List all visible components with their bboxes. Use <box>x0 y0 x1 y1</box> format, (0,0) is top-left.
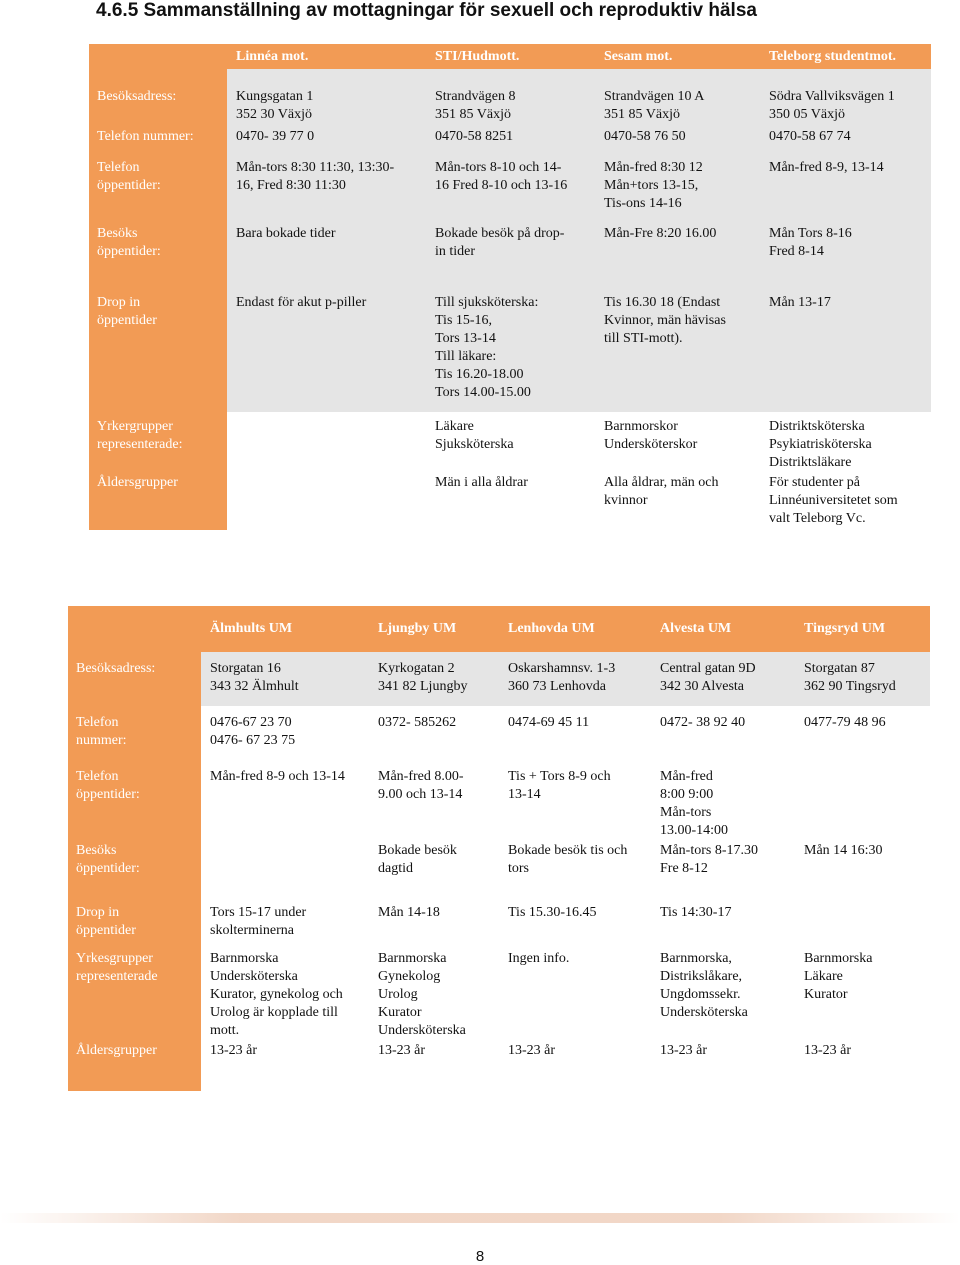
clinics-table-regional <box>68 606 930 1091</box>
column-header: Linnéa mot. <box>227 44 426 69</box>
table-cell: Endast för akut p-piller <box>227 282 426 412</box>
table-cell: Tis + Tors 8-9 och 13-14 <box>499 760 651 840</box>
table-cell: Mån-fred 8-9 och 13-14 <box>201 760 369 840</box>
table-cell: Tors 15-17 under skolterminerna <box>201 894 369 944</box>
table-cell: 0476-67 23 70 0476- 67 23 75 <box>201 706 369 760</box>
table-cell: Läkare Sjuksköterska <box>426 412 595 472</box>
table-cell: Bara bokade tider <box>227 222 426 282</box>
table-cell: Kungsgatan 1 352 30 Växjö <box>227 69 426 124</box>
table-row <box>68 760 930 840</box>
table-row <box>89 149 931 222</box>
table-cell: Barnmorska Gynekolog Urolog Kurator Undersköterska <box>369 944 499 1040</box>
table-cell: Mån-tors 8:30 11:30, 13:30- 16, Fred 8:30 11:30 <box>227 149 426 222</box>
table-cell: Central gatan 9D 342 30 Alvesta <box>651 652 795 706</box>
table-cell: 0472- 38 92 40 <box>651 706 795 760</box>
table-cell <box>227 412 426 472</box>
column-header: STI/Hudmott. <box>426 44 595 69</box>
table-cell: 13-23 år <box>499 1040 651 1091</box>
table-row <box>68 944 930 1040</box>
row-label: Besöks öppentider: <box>68 840 201 894</box>
table-cell: Mån-fred 8:30 12 Mån+tors 13-15, Tis-ons 14-16 <box>595 149 760 222</box>
table-row <box>89 69 931 124</box>
column-header: Älmhults UM <box>201 606 369 652</box>
table-cell: Mån-fred 8-9, 13-14 <box>760 149 931 222</box>
page-number: 8 <box>475 1248 485 1265</box>
table-row <box>89 124 931 149</box>
page-footer-shadow <box>0 1213 960 1223</box>
column-header: Lenhovda UM <box>499 606 651 652</box>
table-cell: Mån-fred 8:00 9:00 Mån-tors 13.00-14:00 <box>651 760 795 840</box>
row-label: Drop in öppentider <box>68 894 201 944</box>
table-cell: 13-23 år <box>369 1040 499 1091</box>
row-label: Telefon öppentider: <box>89 149 227 222</box>
row-label: Besöksadress: <box>68 652 201 706</box>
column-header: Sesam mot. <box>595 44 760 69</box>
table-cell: Mån 14-18 <box>369 894 499 944</box>
table-cell: Oskarshamnsv. 1-3 360 73 Lenhovda <box>499 652 651 706</box>
table-cell: Mån Tors 8-16 Fred 8-14 <box>760 222 931 282</box>
table-cell: För studenter på Linnéuniversitetet som valt Teleborg Vc. <box>760 472 931 530</box>
row-label: Besöks öppentider: <box>89 222 227 282</box>
table-cell: Mån-tors 8-10 och 14- 16 Fred 8-10 och 13-16 <box>426 149 595 222</box>
header-corner <box>89 44 227 69</box>
table-cell: Bokade besök på drop- in tider <box>426 222 595 282</box>
table-cell: 13-23 år <box>651 1040 795 1091</box>
table-row <box>68 840 930 894</box>
table-cell: Bokade besök dagtid <box>369 840 499 894</box>
table-cell: Storgatan 16 343 32 Älmhult <box>201 652 369 706</box>
table-header-row <box>89 44 931 69</box>
table-cell: Barnmorska Läkare Kurator <box>795 944 930 1040</box>
table-cell: Tis 15.30-16.45 <box>499 894 651 944</box>
table-cell: Barnmorska Undersköterska Kurator, gynekolog och Urolog är kopplade till mott. <box>201 944 369 1040</box>
table-cell: Mån 14 16:30 <box>795 840 930 894</box>
table-cell: 13-23 år <box>795 1040 930 1091</box>
table-cell: 0372- 585262 <box>369 706 499 760</box>
table-cell: Storgatan 87 362 90 Tingsryd <box>795 652 930 706</box>
row-label: Åldersgrupper <box>68 1040 201 1091</box>
page-heading: 4.6.5 Sammanställning av mottagningar för sexuell och reproduktiv hälsa <box>96 0 757 21</box>
table-cell <box>795 760 930 840</box>
table-cell: Mån-fred 8.00- 9.00 och 13-14 <box>369 760 499 840</box>
table-cell <box>795 894 930 944</box>
column-header: Ljungby UM <box>369 606 499 652</box>
table-cell: Män i alla åldrar <box>426 472 595 530</box>
table-cell <box>201 840 369 894</box>
table-cell: Barnmorska, Distrikslåkare, Ungdomssekr. Undersköterska <box>651 944 795 1040</box>
row-label: Telefon öppentider: <box>68 760 201 840</box>
row-label: Åldersgrupper <box>89 472 227 530</box>
table-row <box>89 282 931 412</box>
clinics-table-vaxjo <box>89 44 931 530</box>
row-label: Drop in öppentider <box>89 282 227 412</box>
table-cell: 0470-58 67 74 <box>760 124 931 149</box>
table-cell: 0470-58 76 50 <box>595 124 760 149</box>
table-row <box>68 706 930 760</box>
table-cell: 0470- 39 77 0 <box>227 124 426 149</box>
column-header: Tingsryd UM <box>795 606 930 652</box>
row-label: Telefon nummer: <box>68 706 201 760</box>
table-cell: 13-23 år <box>201 1040 369 1091</box>
table-cell: Tis 14:30-17 <box>651 894 795 944</box>
table-cell: Alla åldrar, män och kvinnor <box>595 472 760 530</box>
table-row <box>68 652 930 706</box>
table-header-row <box>68 606 930 652</box>
column-header: Alvesta UM <box>651 606 795 652</box>
table-row <box>68 1040 930 1091</box>
table-cell: 0470-58 8251 <box>426 124 595 149</box>
table-row <box>89 412 931 472</box>
table-cell: 0477-79 48 96 <box>795 706 930 760</box>
table-cell: Bokade besök tis och tors <box>499 840 651 894</box>
row-label: Telefon nummer: <box>89 124 227 149</box>
row-label: Besöksadress: <box>89 69 227 124</box>
column-header: Teleborg studentmot. <box>760 44 931 69</box>
table-cell <box>227 472 426 530</box>
row-label: Yrkesgrupper representerade <box>68 944 201 1040</box>
table-cell: 0474-69 45 11 <box>499 706 651 760</box>
table-cell: Kyrkogatan 2 341 82 Ljungby <box>369 652 499 706</box>
table-row <box>89 222 931 282</box>
table-cell: Tis 16.30 18 (Endast Kvinnor, män hävisas till STI-mott). <box>595 282 760 412</box>
table-cell: Mån-tors 8-17.30 Fre 8-12 <box>651 840 795 894</box>
table-cell: Till sjuksköterska: Tis 15-16, Tors 13-14 Till läkare: Tis 16.20-18.00 Tors 14.00-15.00 <box>426 282 595 412</box>
table-cell: Mån 13-17 <box>760 282 931 412</box>
table-cell: Strandvägen 10 A 351 85 Växjö <box>595 69 760 124</box>
table-row <box>89 472 931 530</box>
table-cell: Distriktsköterska Psykiatrisköterska Distriktsläkare <box>760 412 931 472</box>
table-cell: Barnmorskor Undersköterskor <box>595 412 760 472</box>
table-row <box>68 894 930 944</box>
table-cell: Strandvägen 8 351 85 Växjö <box>426 69 595 124</box>
row-label: Yrkergrupper representerade: <box>89 412 227 472</box>
header-corner <box>68 606 201 652</box>
table-cell: Södra Vallviksvägen 1 350 05 Växjö <box>760 69 931 124</box>
table-cell: Ingen info. <box>499 944 651 1040</box>
table-cell: Mån-Fre 8:20 16.00 <box>595 222 760 282</box>
